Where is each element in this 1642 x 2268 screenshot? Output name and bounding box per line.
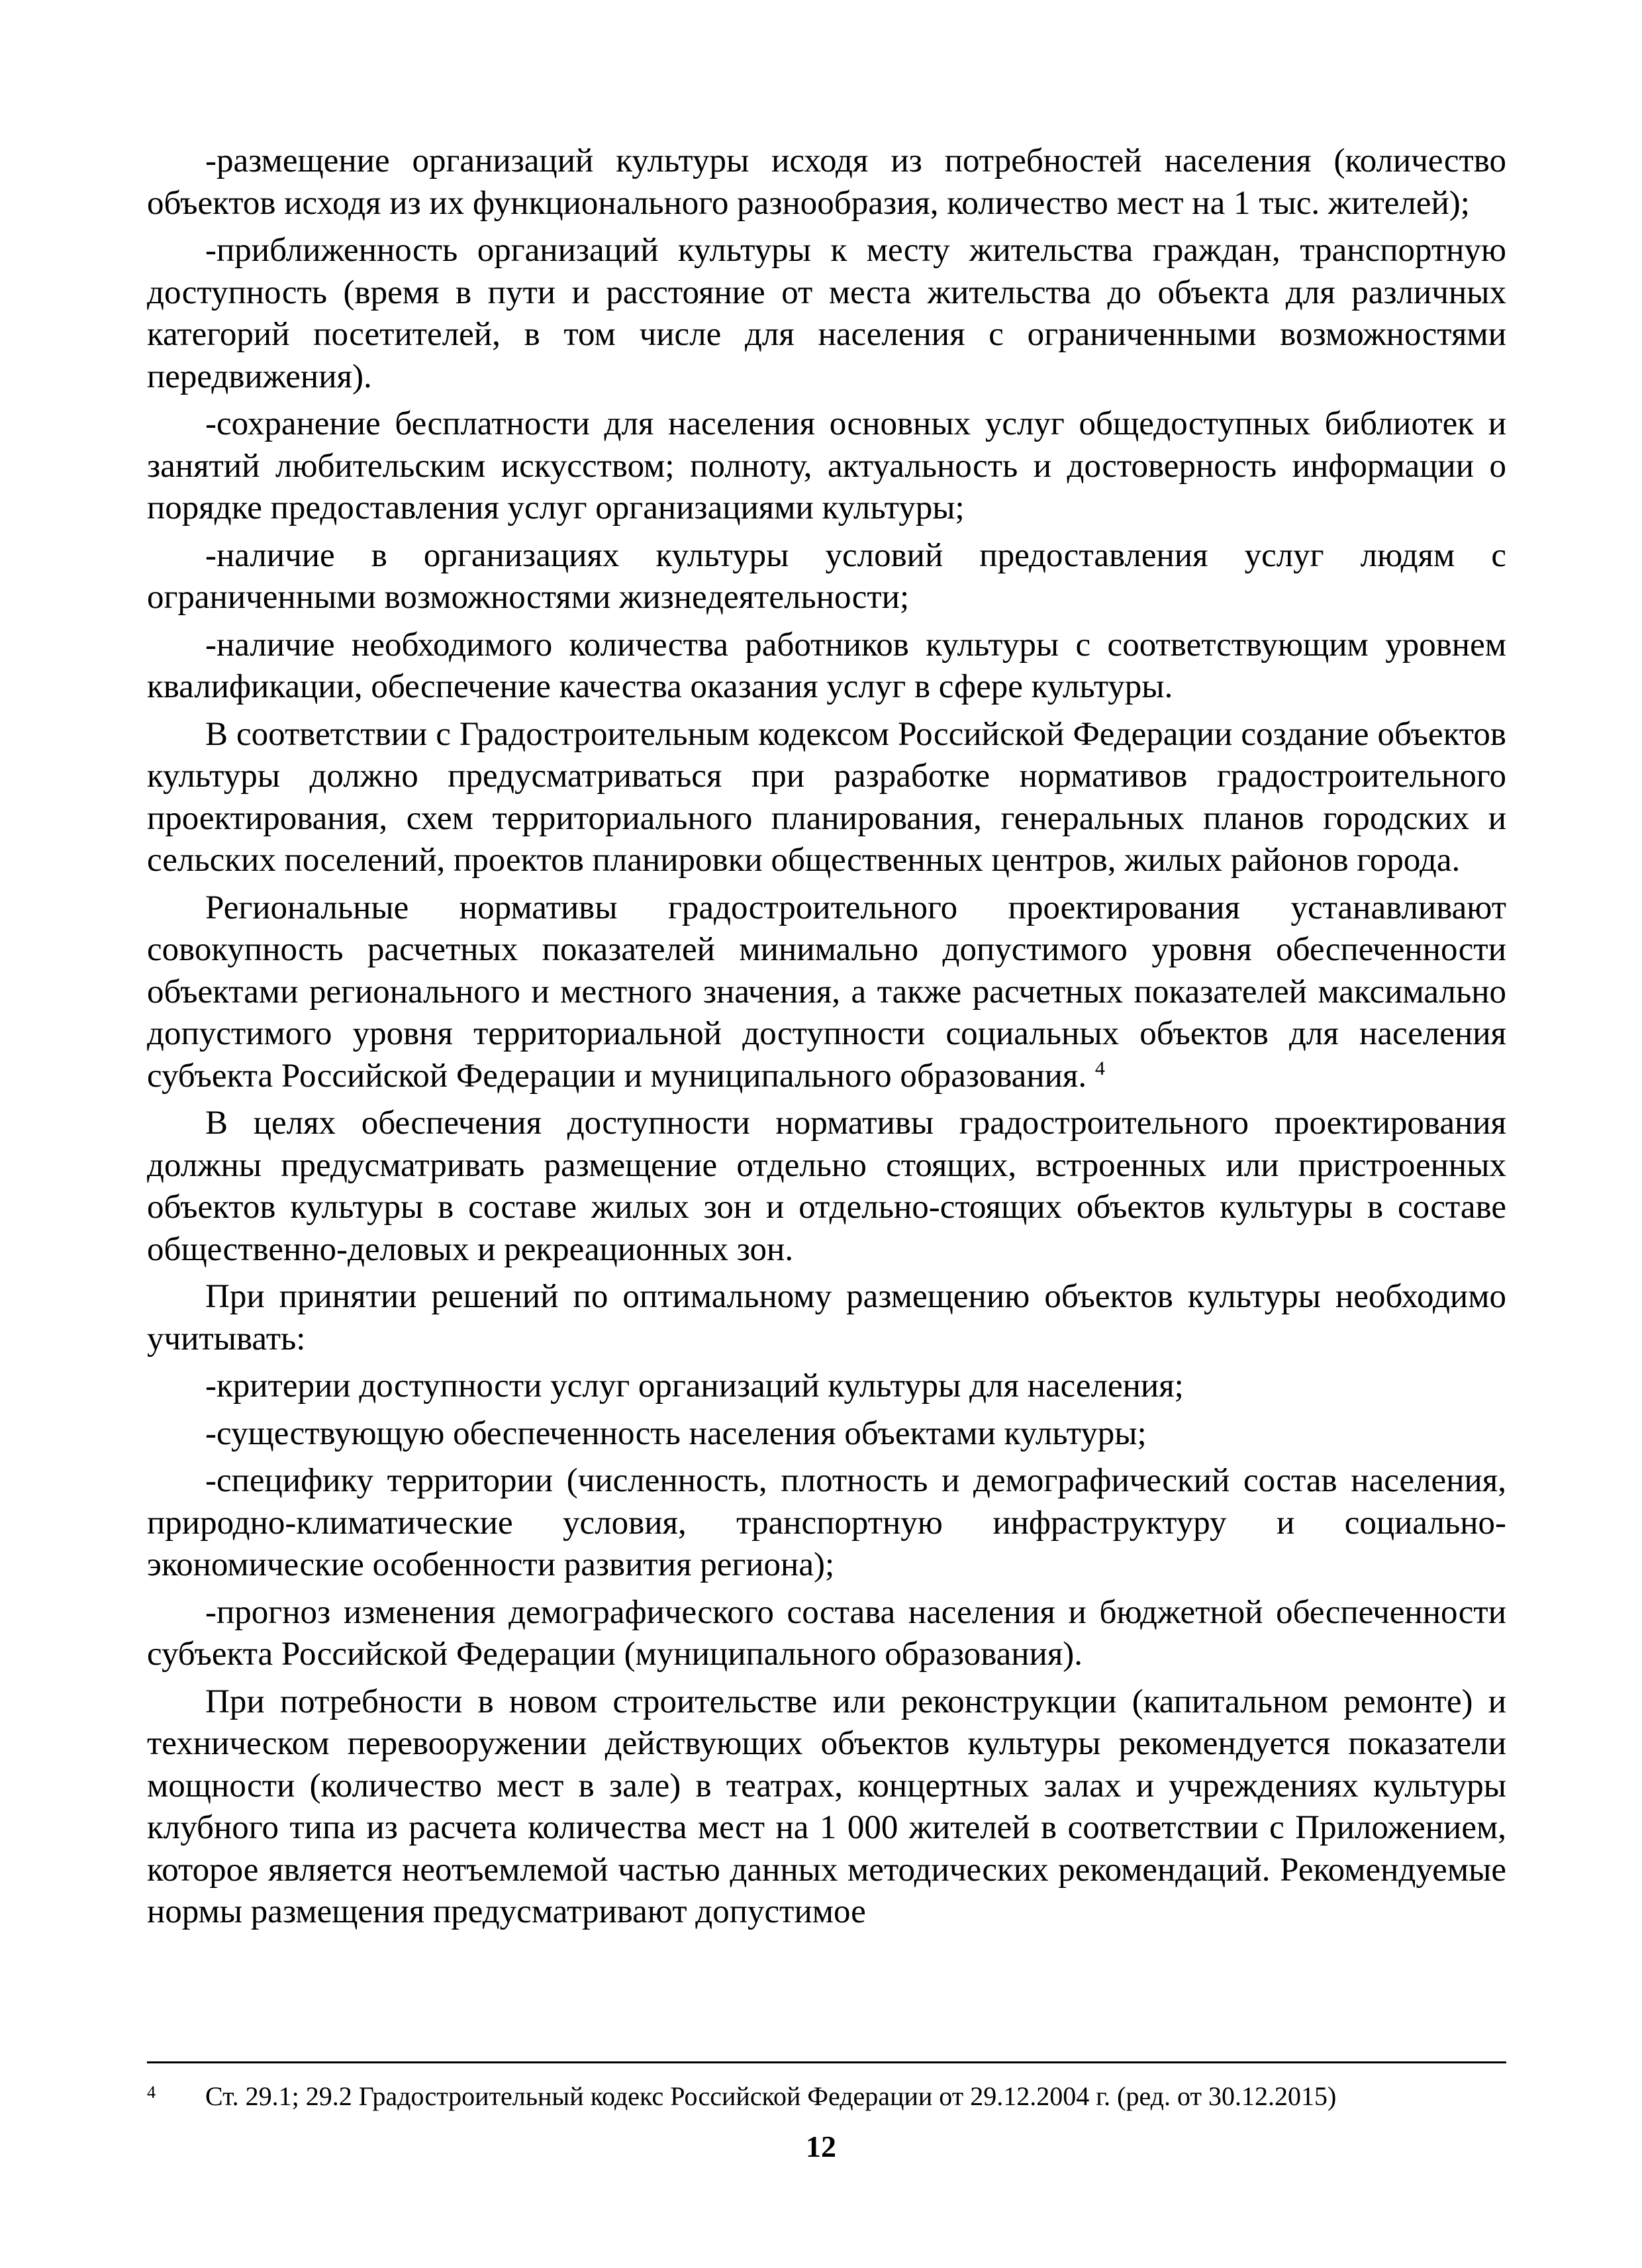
paragraph: -наличие необходимого количества работников культуры с соответствующим уровнем квалификации, обеспечение качества оказания услуг в сфере культуры. bbox=[147, 626, 1506, 705]
paragraph: В соответствии с Градостроительным кодексом Российской Федерации создание объектов культуры должно предусматриваться при разработке нормативов градостроительного проектирования, схем территориального планирования, генеральных планов городских и сельских поселений, проектов планировки общественных центров, жилых районов города. bbox=[147, 715, 1506, 879]
paragraph: -приближенность организаций культуры к месту жительства граждан, транспортную доступность (время в пути и расстояние от места жительства до объекта для различных категорий посетителей, в том числе для населения с ограниченными возможностями передвижения). bbox=[147, 232, 1506, 395]
page-body bbox=[147, 140, 1506, 1939]
paragraph: -прогноз изменения демографического состава населения и бюджетной обеспеченности субъекта Российской Федерации (муниципального образования). bbox=[147, 1593, 1506, 1673]
paragraph: -существующую обеспеченность населения объектами культуры; bbox=[205, 1414, 1147, 1452]
footnote-text: Ст. 29.1; 29.2 Градостроительный кодекс Российской Федерации от 29.12.2004 г. (ред. от 30.12.2015) bbox=[205, 2081, 1337, 2111]
paragraph-text: Региональные нормативы градостроительного проектирования устанавливают совокупность расчетных показателей минимально допустимого уровня обеспеченности объектами регионального и местного значения, а также расчетных показателей максимально допустимого уровня территориальной доступности социальных объектов для населения субъекта Российской Федерации и муниципального образования. bbox=[147, 889, 1506, 1095]
page-number: 12 bbox=[806, 2130, 836, 2163]
paragraph: -размещение организаций культуры исходя из потребностей населения (количество объектов исходя из их функционального разнообразия, количество мест на 1 тыс. жителей); bbox=[147, 142, 1506, 222]
footnote-reference[interactable]: 4 bbox=[1094, 1057, 1105, 1079]
paragraph: -наличие в организациях культуры условий предоставления услуг людям с ограниченными возможностями жизнедеятельности; bbox=[147, 536, 1506, 616]
footnote-number: 4 bbox=[147, 2083, 156, 2102]
paragraph: В целях обеспечения доступности нормативы градостроительного проектирования должны предусматривать размещение отдельно стоящих, встроенных или пристроенных объектов культуры в составе жилых зон и отдельно-стоящих объектов культуры в составе общественно-деловых и рекреационных зон. bbox=[147, 1105, 1506, 1268]
footnote-divider bbox=[147, 2061, 1506, 2063]
paragraph: При принятии решений по оптимальному размещению объектов культуры необходимо учитывать: bbox=[147, 1278, 1506, 1357]
paragraph: -критерии доступности услуг организаций культуры для населения; bbox=[205, 1367, 1184, 1405]
paragraph: При потребности в новом строительстве или реконструкции (капитальном ремонте) и техническом перевооружении действующих объектов культуры рекомендуется показатели мощности (количество мест в зале) в театрах, концертных залах и учреждениях культуры клубного типа из расчета количества мест на 1 000 жителей в соответствии с Приложением, которое является неотъемлемой частью данных методических рекомендаций. Рекомендуемые нормы размещения предусматривают допустимое bbox=[147, 1683, 1506, 1930]
paragraph: -сохранение бесплатности для населения основных услуг общедоступных библиотек и занятий любительским искусством; полноту, актуальность и достоверность информации о порядке предоставления услуг организациями культуры; bbox=[147, 405, 1506, 526]
paragraph: -специфику территории (численность, плотность и демографический состав населения, природно-климатические условия, транспортную инфраструктуру и социально-экономические особенности развития региона); bbox=[147, 1462, 1506, 1583]
paragraph-with-footnote bbox=[147, 887, 1506, 1098]
